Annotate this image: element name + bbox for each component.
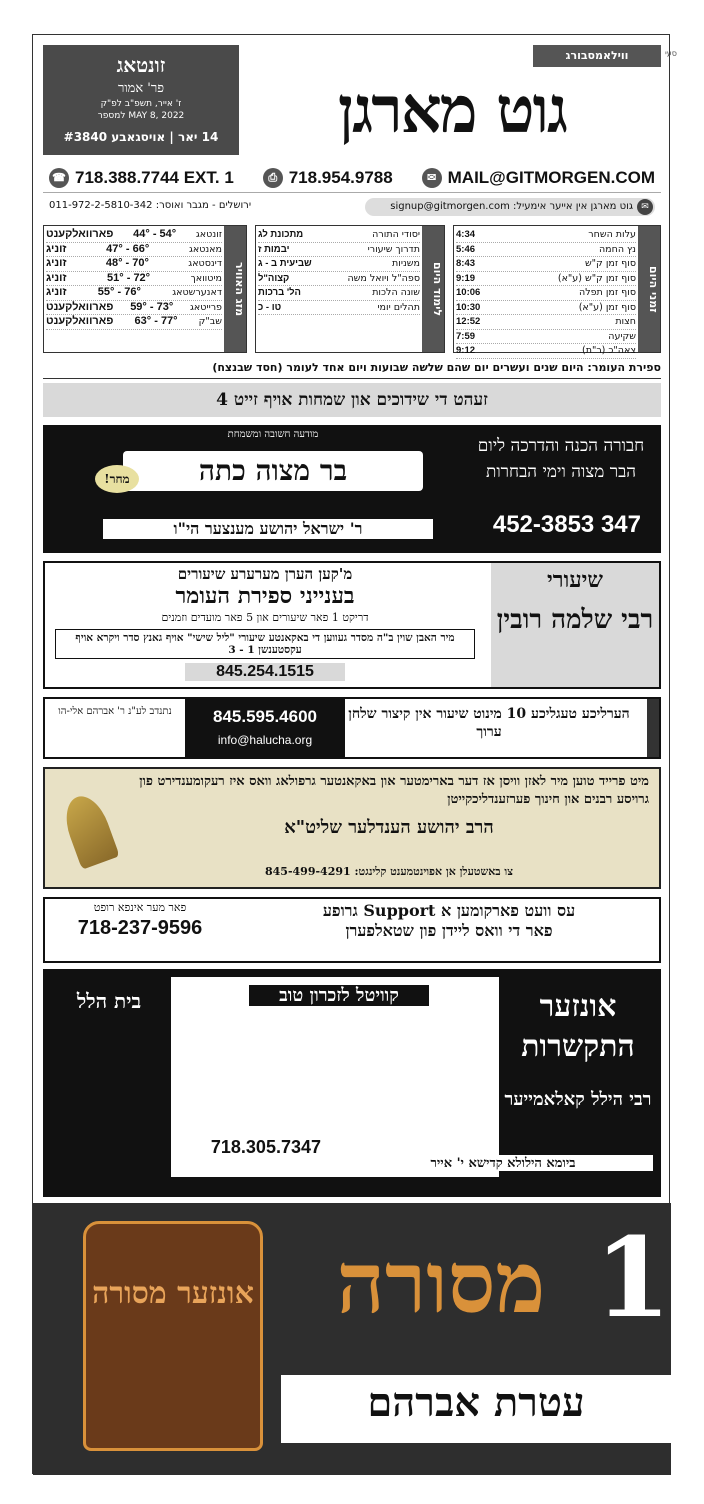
weather-temp: 54° - 44° — [133, 228, 177, 240]
zman-name: שקיעה — [608, 330, 636, 342]
mesora-logo: אונזער מסורה — [92, 1276, 254, 1311]
bar-mitzvah-ad[interactable] — [43, 425, 661, 553]
limud-name: תדרוך שיעורי — [367, 243, 420, 255]
zman-time: 12:52 — [456, 316, 481, 327]
newspaper-logo: גוט מארגן — [337, 73, 567, 148]
yz-name: רבי הילל קאלאמייער — [504, 1089, 652, 1110]
limud-row — [258, 301, 420, 316]
weather-tab: מזג האוויר — [224, 226, 246, 352]
sh-subhead: מ'קען הערן מערערע שיעורים — [177, 565, 353, 583]
weather-day: מאנטאג — [188, 243, 222, 255]
limud-row — [258, 228, 420, 243]
mail-icon: ✉ — [422, 168, 442, 188]
zman-name: סוף זמן (ע"א) — [578, 301, 636, 313]
limud-name: יסודי התורה — [372, 229, 420, 240]
support-phone: 718-237-9596 — [77, 917, 203, 939]
hebrew-date: ז' אייר, תשפ"ב לפ"ק — [100, 99, 182, 109]
mesora-number: 1 — [594, 1213, 671, 1342]
weather-cond: פארוואלקענט — [46, 228, 114, 240]
zmanim-box — [453, 225, 661, 356]
email-item[interactable] — [422, 168, 655, 188]
limud-row — [258, 272, 420, 287]
page-number: סעי — [665, 49, 677, 58]
limud-row — [258, 286, 420, 301]
english-date: MAY 8, 2022 למספר — [97, 111, 185, 121]
weather-row — [46, 272, 222, 287]
signup-pill[interactable] — [365, 198, 655, 216]
yz-beis-hillel: בית הלל — [76, 989, 142, 1013]
newspaper-page — [32, 34, 677, 1474]
limud-value: טו - כ — [258, 301, 282, 313]
sh-note: מיר האבן שוין ב"ה מסדר געווען די באקאנטע שיעורי "ליל שישי" אויף גאנץ סדר ויקרא אויף עקסטענשן 1 - 3 — [55, 629, 475, 659]
weather-day: דאנערשטאג — [172, 287, 222, 298]
weather-row — [46, 228, 222, 243]
zman-time: 5:46 — [456, 243, 476, 255]
mesora-sub: עטרת אברהם — [367, 1379, 585, 1426]
zman-name: סוף זמן ק"ש — [584, 258, 636, 269]
bm-title: בר מצוה כתה — [198, 454, 348, 487]
weather-box — [43, 225, 247, 353]
email-address: MAIL@GITMORGEN.COM — [447, 167, 655, 187]
weather-cond: פארוואלקענט — [46, 315, 114, 327]
weather-cond: זוניג — [46, 242, 67, 255]
mesora-ad[interactable] — [33, 1203, 671, 1475]
zman-name: צאה"כ (ר"ת) — [582, 345, 636, 356]
bm-badge: מחר! — [104, 472, 130, 486]
limud-name: ספה"ל ויואל משה — [347, 272, 420, 284]
zman-row — [456, 243, 636, 258]
weather-temp: 70° - 48° — [105, 257, 149, 269]
zman-name: סוף זמן ק"ש (ע"א) — [557, 272, 636, 284]
zman-time: 4:34 — [456, 229, 476, 240]
zman-name: נץ החמה — [598, 243, 636, 255]
weather-temp: 66° - 47° — [106, 242, 150, 255]
weather-temp: 72° - 51° — [107, 271, 151, 284]
weather-row — [46, 315, 222, 330]
envelope-icon: ✉ — [637, 199, 653, 215]
edition-tab: ווילאמסבורג — [533, 45, 661, 67]
zman-time: 9:12 — [456, 345, 476, 356]
yz-date: ביומא הילולא קדישא י' אייר — [353, 1155, 653, 1171]
handwriting-ad[interactable] — [43, 767, 661, 889]
omer-count: ספירת העומר: היום שנים ועשרים יום שהם שלשה שבועות ויום אחד לעומר (חסד שבנצח) — [43, 357, 661, 379]
weather-cond: זוניג — [46, 271, 67, 284]
weather-day: מיטוואך — [190, 272, 222, 284]
zman-time: 9:19 — [456, 272, 476, 284]
zman-row — [456, 330, 636, 345]
phone-item[interactable] — [49, 168, 234, 188]
day-name: זונטאג — [116, 53, 166, 77]
weather-row — [46, 286, 222, 301]
limud-value: קצוה"ל — [258, 272, 290, 284]
phone-icon: ☎ — [49, 168, 69, 188]
limud-name: שונה הלכות — [372, 287, 420, 298]
date-box — [43, 45, 239, 155]
weather-day: שב"ק — [198, 316, 222, 327]
phone-number: 718.388.7744 EXT. 1 — [75, 167, 234, 187]
fax-number: 718.954.9788 — [288, 167, 393, 187]
contact-bar — [43, 163, 661, 193]
weather-temp: 77° - 63° — [134, 315, 178, 327]
limud-value: מתכונת לג — [258, 229, 304, 240]
fax-item[interactable] — [263, 168, 393, 188]
halucha-title: הערליכע טעגליכע 10 מינוט שיעור אין קיצור שלחן ערוך — [348, 706, 630, 740]
limud-value: שביעית ב - ג — [258, 258, 312, 269]
zman-time: 8:43 — [456, 258, 476, 269]
sub-contact-bar — [43, 197, 661, 217]
zman-name: סוף זמן תפלה — [579, 287, 636, 298]
signup-text: גוט מארגן אין אייער אימעיל: signup@gitmorgen.com — [390, 201, 633, 212]
weather-cond: זוניג — [46, 286, 67, 298]
limud-row — [258, 257, 420, 272]
support-left: פאר מער אינפא רופט — [93, 901, 187, 914]
zman-time: 10:06 — [456, 287, 481, 298]
masthead — [243, 45, 677, 155]
shidduchim-banner[interactable]: זעהט די שידוכים און שמחות אויף זייט 4 — [43, 383, 661, 417]
sh-title: בענייני ספירת העומר — [175, 583, 355, 609]
zman-row — [456, 272, 636, 287]
yz-phone: 718.305.7347 — [210, 1137, 321, 1157]
fax-icon: ⎙ — [263, 168, 283, 188]
yz-kvitel: קוויטל לזכרון טוב — [249, 985, 429, 1006]
zman-row — [456, 257, 636, 272]
zman-name: חצות — [615, 316, 636, 327]
support-ad[interactable] — [43, 897, 661, 963]
zman-row — [456, 228, 636, 243]
zman-time: 10:30 — [456, 301, 481, 313]
hw-phone: צו באשטעלן אן אפוינטמענט קלינגט: 845-499-4291 — [265, 865, 513, 878]
sh-phone: 845.254.1515 — [185, 663, 345, 681]
hw-name: הרב יהושע הענדלער שליט"א — [284, 817, 494, 838]
yz-title: אונזער התקשרות — [521, 989, 635, 1064]
shiurim-ad[interactable] — [43, 561, 661, 689]
zmanim-tab: זמני היום — [638, 226, 660, 352]
bm-head: מודעה חשובה ומשמחת — [227, 429, 319, 440]
limud-tab: לימוד היום — [422, 226, 444, 352]
weather-row — [46, 243, 222, 258]
limud-row — [258, 243, 420, 258]
issue-number: 14 יאר | אויסגאבע #3840 — [63, 130, 219, 144]
zman-time: 7:59 — [456, 330, 476, 342]
weather-row — [46, 257, 222, 272]
yahrzeit-ad[interactable] — [43, 969, 661, 1197]
limud-name: תהלים יומי — [377, 301, 420, 313]
jerusalem-phone: ירושלים - מגבר ואוסר: 011-972-2-5810-342 — [49, 200, 252, 211]
weather-temp: 76° - 55° — [97, 286, 141, 298]
weather-day: זונטאג — [195, 229, 222, 240]
limud-value: יבמות ז — [258, 243, 290, 255]
support-title: עס וועט פארקומען א Support גרופע — [322, 901, 576, 920]
weather-day: דינסטאג — [188, 258, 222, 269]
mesora-title: מסורה — [336, 1233, 546, 1332]
sh-sub: דריקט 1 פאר שיעורים און 5 פאר מועדים וזמנים — [161, 611, 369, 624]
sh-head: שיעורי — [547, 567, 603, 593]
limud-box — [255, 225, 445, 353]
zman-name: עלות השחר — [588, 229, 636, 240]
parsha: פר' אמור — [117, 81, 165, 96]
weather-day: פרייטאג — [190, 301, 222, 313]
weather-cond: פארוואלקענט — [46, 300, 114, 313]
weather-cond: זוניג — [46, 257, 67, 269]
halucha-dedic: נתנדב לע"נ ר' אברהם אלי-הו — [58, 706, 172, 717]
zman-row — [456, 286, 636, 301]
limud-value: הל' ברכות — [258, 287, 301, 298]
halucha-ad[interactable] — [43, 697, 661, 759]
weather-row — [46, 301, 222, 316]
halucha-web: info@halucha.org — [217, 733, 313, 747]
support-sub: פאר די וואס ליידן פון שטאלפערן — [345, 921, 553, 940]
bm-left-title: חבורה הכנה והדרכה ליום הבר מצוה וימי הבחרות — [477, 436, 645, 482]
quill-icon — [58, 790, 120, 869]
weather-temp: 73° - 59° — [130, 300, 174, 313]
bm-phone: 347 452-3853 — [492, 511, 641, 538]
limud-name: משניות — [392, 258, 420, 269]
halucha-phone: 845.595.4600 — [213, 707, 317, 726]
bm-name: ר' ישראל יהושע מענצער הי"ו — [103, 519, 433, 539]
sh-rabbi: רבי שלמה רובין — [496, 605, 654, 635]
zman-row — [456, 301, 636, 316]
hw-head: מיט פרייד טוען מיר לאזן וויסן אז דער בארימטער און באקאנטער גרפולאג וואס איז רעקומענדירט פון גרויסע רבנים און חינוך פערזענדליכקייטן — [139, 774, 649, 807]
zman-row — [456, 315, 636, 330]
